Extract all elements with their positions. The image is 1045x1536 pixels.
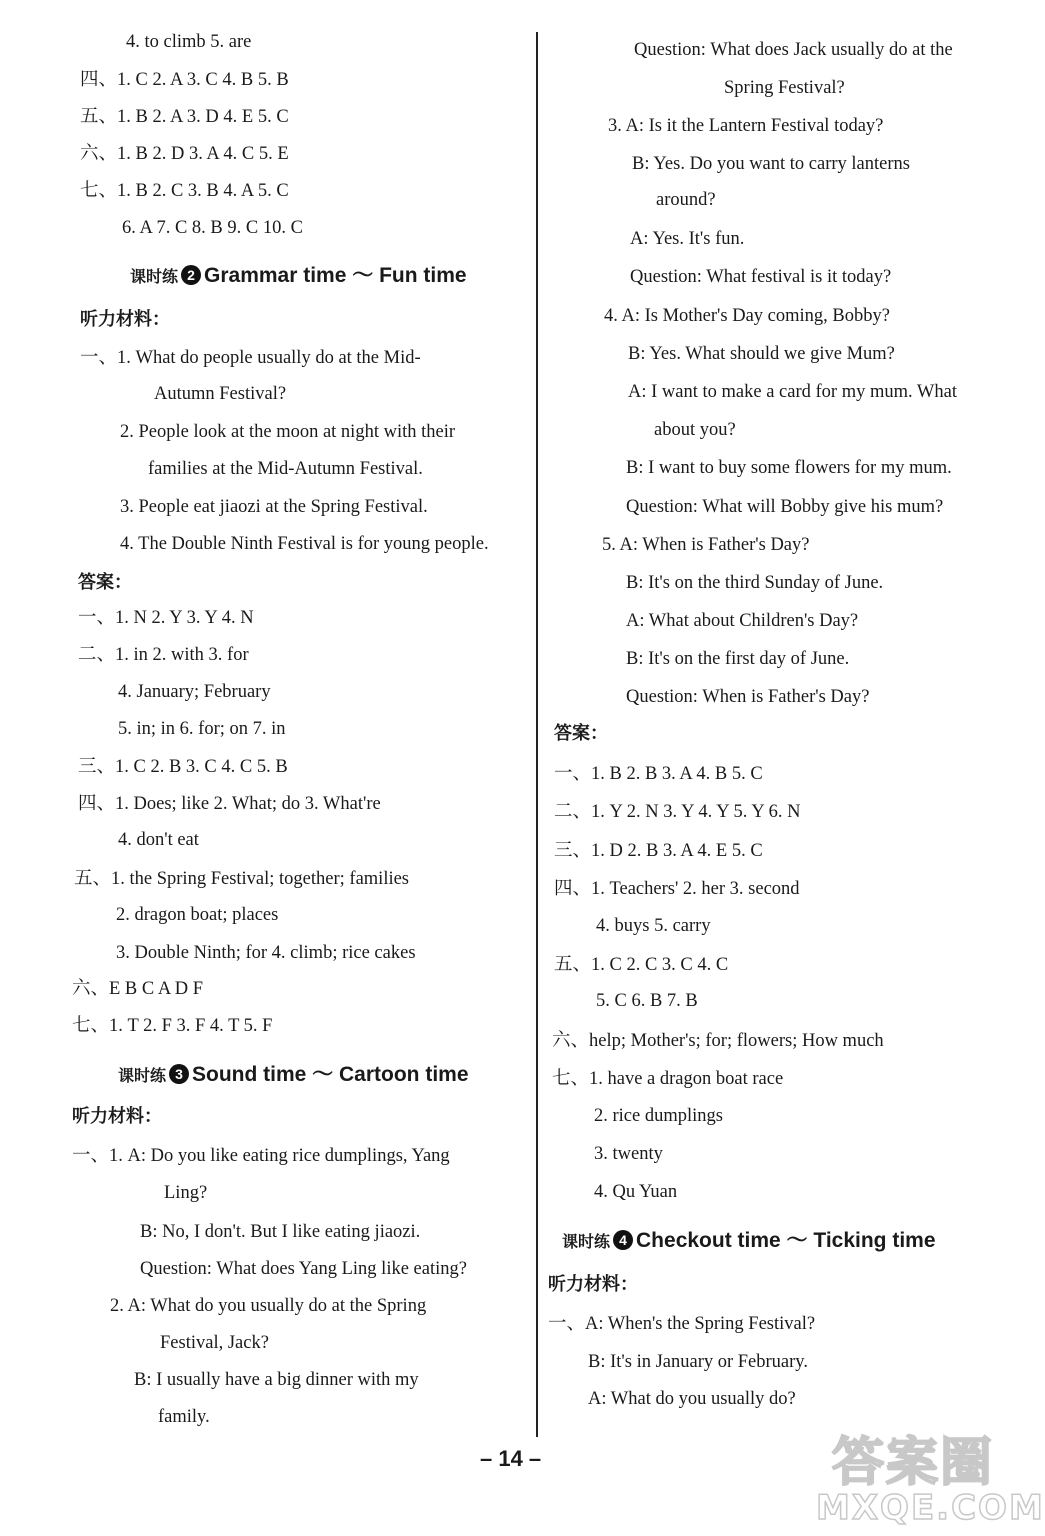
answer-label: 答案：: [78, 572, 132, 593]
lesson-number-badge: 4: [613, 1230, 633, 1250]
answer-line: 六、E B C A D F: [72, 979, 204, 999]
listening-line: Spring Festival?: [724, 78, 845, 98]
lesson-prefix: 课时练: [562, 1232, 611, 1251]
listening-line: Question: What festival is it today?: [630, 267, 892, 287]
listening-line: B: Yes. Do you want to carry lanterns: [632, 154, 910, 174]
answer-line: 五、1. the Spring Festival; together; families: [74, 869, 410, 889]
listening-line: family.: [158, 1407, 210, 1427]
answer-line: 2. rice dumplings: [594, 1106, 723, 1126]
listening-line: Autumn Festival?: [154, 384, 287, 404]
listening-line: 一、A: When's the Spring Festival?: [548, 1314, 816, 1334]
answer-line: 4. Qu Yuan: [594, 1182, 678, 1202]
answer-line: 七、1. T 2. F 3. F 4. T 5. F: [72, 1016, 273, 1036]
answer-line: 五、1. C 2. C 3. C 4. C: [554, 955, 729, 975]
listening-line: B: I usually have a big dinner with my: [134, 1370, 419, 1390]
column-divider: [536, 32, 538, 1437]
listening-line: Question: What will Bobby give his mum?: [626, 497, 944, 517]
lesson-title: Checkout time ～ Ticking time: [636, 1229, 936, 1252]
listening-line: B: Yes. What should we give Mum?: [628, 344, 895, 364]
listening-label: 听力材料：: [80, 309, 170, 330]
listening-line: A: What about Children's Day?: [626, 611, 859, 631]
listening-line: B: I want to buy some flowers for my mum.: [626, 458, 952, 478]
lesson-prefix: 课时练: [130, 267, 179, 286]
watermark: [812, 1420, 1045, 1532]
listening-line: Festival, Jack?: [160, 1333, 269, 1353]
lesson-heading: [130, 264, 467, 289]
answer-line: 4. to climb 5. are: [126, 32, 252, 52]
answer-line: 二、1. in 2. with 3. for: [78, 645, 249, 665]
watermark-logo: 答案圈: [832, 1433, 995, 1493]
lesson-number-badge: 3: [169, 1064, 189, 1084]
listening-label: 听力材料：: [548, 1274, 638, 1295]
lesson-title: Sound time ～ Cartoon time: [192, 1063, 469, 1086]
answer-line: 3. Double Ninth; for 4. climb; rice cakes: [116, 943, 416, 963]
listening-line: Question: What does Jack usually do at the: [634, 40, 953, 60]
listening-line: 4. The Double Ninth Festival is for young people.: [120, 534, 489, 554]
listening-line: A: Yes. It's fun.: [630, 229, 745, 249]
answer-line: 四、1. C 2. A 3. C 4. B 5. B: [80, 70, 289, 90]
listening-line: A: I want to make a card for my mum. What: [628, 382, 957, 402]
page-number: – 14 –: [480, 1446, 542, 1471]
listening-line: 3. People eat jiaozi at the Spring Festival.: [120, 497, 428, 517]
answer-line: 5. C 6. B 7. B: [596, 991, 698, 1011]
answer-line: 一、1. B 2. B 3. A 4. B 5. C: [554, 764, 763, 784]
listening-line: Question: What does Yang Ling like eating?: [140, 1259, 467, 1279]
listening-line: B: No, I don't. But I like eating jiaozi.: [140, 1222, 421, 1242]
listening-line: 5. A: When is Father's Day?: [602, 535, 810, 555]
answer-line: 6. A 7. C 8. B 9. C 10. C: [122, 218, 303, 238]
listening-line: B: It's on the third Sunday of June.: [626, 573, 884, 593]
answer-line: 5. in; in 6. for; on 7. in: [118, 719, 286, 739]
answer-line: 一、1. N 2. Y 3. Y 4. N: [78, 608, 254, 628]
lesson-prefix: 课时练: [118, 1066, 167, 1085]
listening-line: 3. A: Is it the Lantern Festival today?: [608, 116, 884, 136]
answer-line: 4. buys 5. carry: [596, 916, 711, 936]
answer-line: 七、1. have a dragon boat race: [552, 1069, 784, 1089]
answer-line: 四、1. Teachers' 2. her 3. second: [554, 879, 800, 899]
watermark-url: MXQE.COM: [816, 1488, 1045, 1528]
lesson-number-badge: 2: [181, 265, 201, 285]
answer-line: 六、help; Mother's; for; flowers; How much: [552, 1031, 884, 1051]
answer-line: 二、1. Y 2. N 3. Y 4. Y 5. Y 6. N: [554, 802, 801, 822]
listening-line: Question: When is Father's Day?: [626, 687, 870, 707]
answer-line: 4. don't eat: [118, 830, 199, 850]
answer-line: 四、1. Does; like 2. What; do 3. What're: [78, 794, 381, 814]
answer-line: 六、1. B 2. D 3. A 4. C 5. E: [80, 144, 289, 164]
listening-line: 2. People look at the moon at night with their: [120, 422, 456, 442]
listening-line: around?: [656, 190, 716, 210]
listening-line: 2. A: What do you usually do at the Spring: [110, 1296, 427, 1316]
listening-line: A: What do you usually do?: [588, 1389, 796, 1409]
answer-line: 2. dragon boat; places: [116, 905, 279, 925]
lesson-heading: [118, 1063, 469, 1088]
listening-line: 一、1. A: Do you like eating rice dumplings, Yang: [72, 1146, 450, 1166]
listening-line: B: It's in January or February.: [588, 1352, 808, 1372]
listening-line: Ling?: [164, 1183, 208, 1203]
answer-label: 答案：: [554, 723, 608, 744]
listening-line: 一、1. What do people usually do at the Mid-: [80, 348, 421, 368]
lesson-heading: [562, 1229, 936, 1254]
answer-line: 七、1. B 2. C 3. B 4. A 5. C: [80, 181, 289, 201]
answer-line: 三、1. C 2. B 3. C 4. C 5. B: [78, 757, 288, 777]
listening-line: families at the Mid-Autumn Festival.: [148, 459, 423, 479]
answer-line: 3. twenty: [594, 1144, 663, 1164]
listening-line: B: It's on the first day of June.: [626, 649, 850, 669]
listening-line: 4. A: Is Mother's Day coming, Bobby?: [604, 306, 890, 326]
answer-line: 三、1. D 2. B 3. A 4. E 5. C: [554, 841, 763, 861]
listening-line: about you?: [654, 420, 736, 440]
answer-line: 五、1. B 2. A 3. D 4. E 5. C: [80, 107, 289, 127]
listening-label: 听力材料：: [72, 1106, 162, 1127]
lesson-title: Grammar time ～ Fun time: [204, 264, 467, 287]
answer-line: 4. January; February: [118, 682, 271, 702]
